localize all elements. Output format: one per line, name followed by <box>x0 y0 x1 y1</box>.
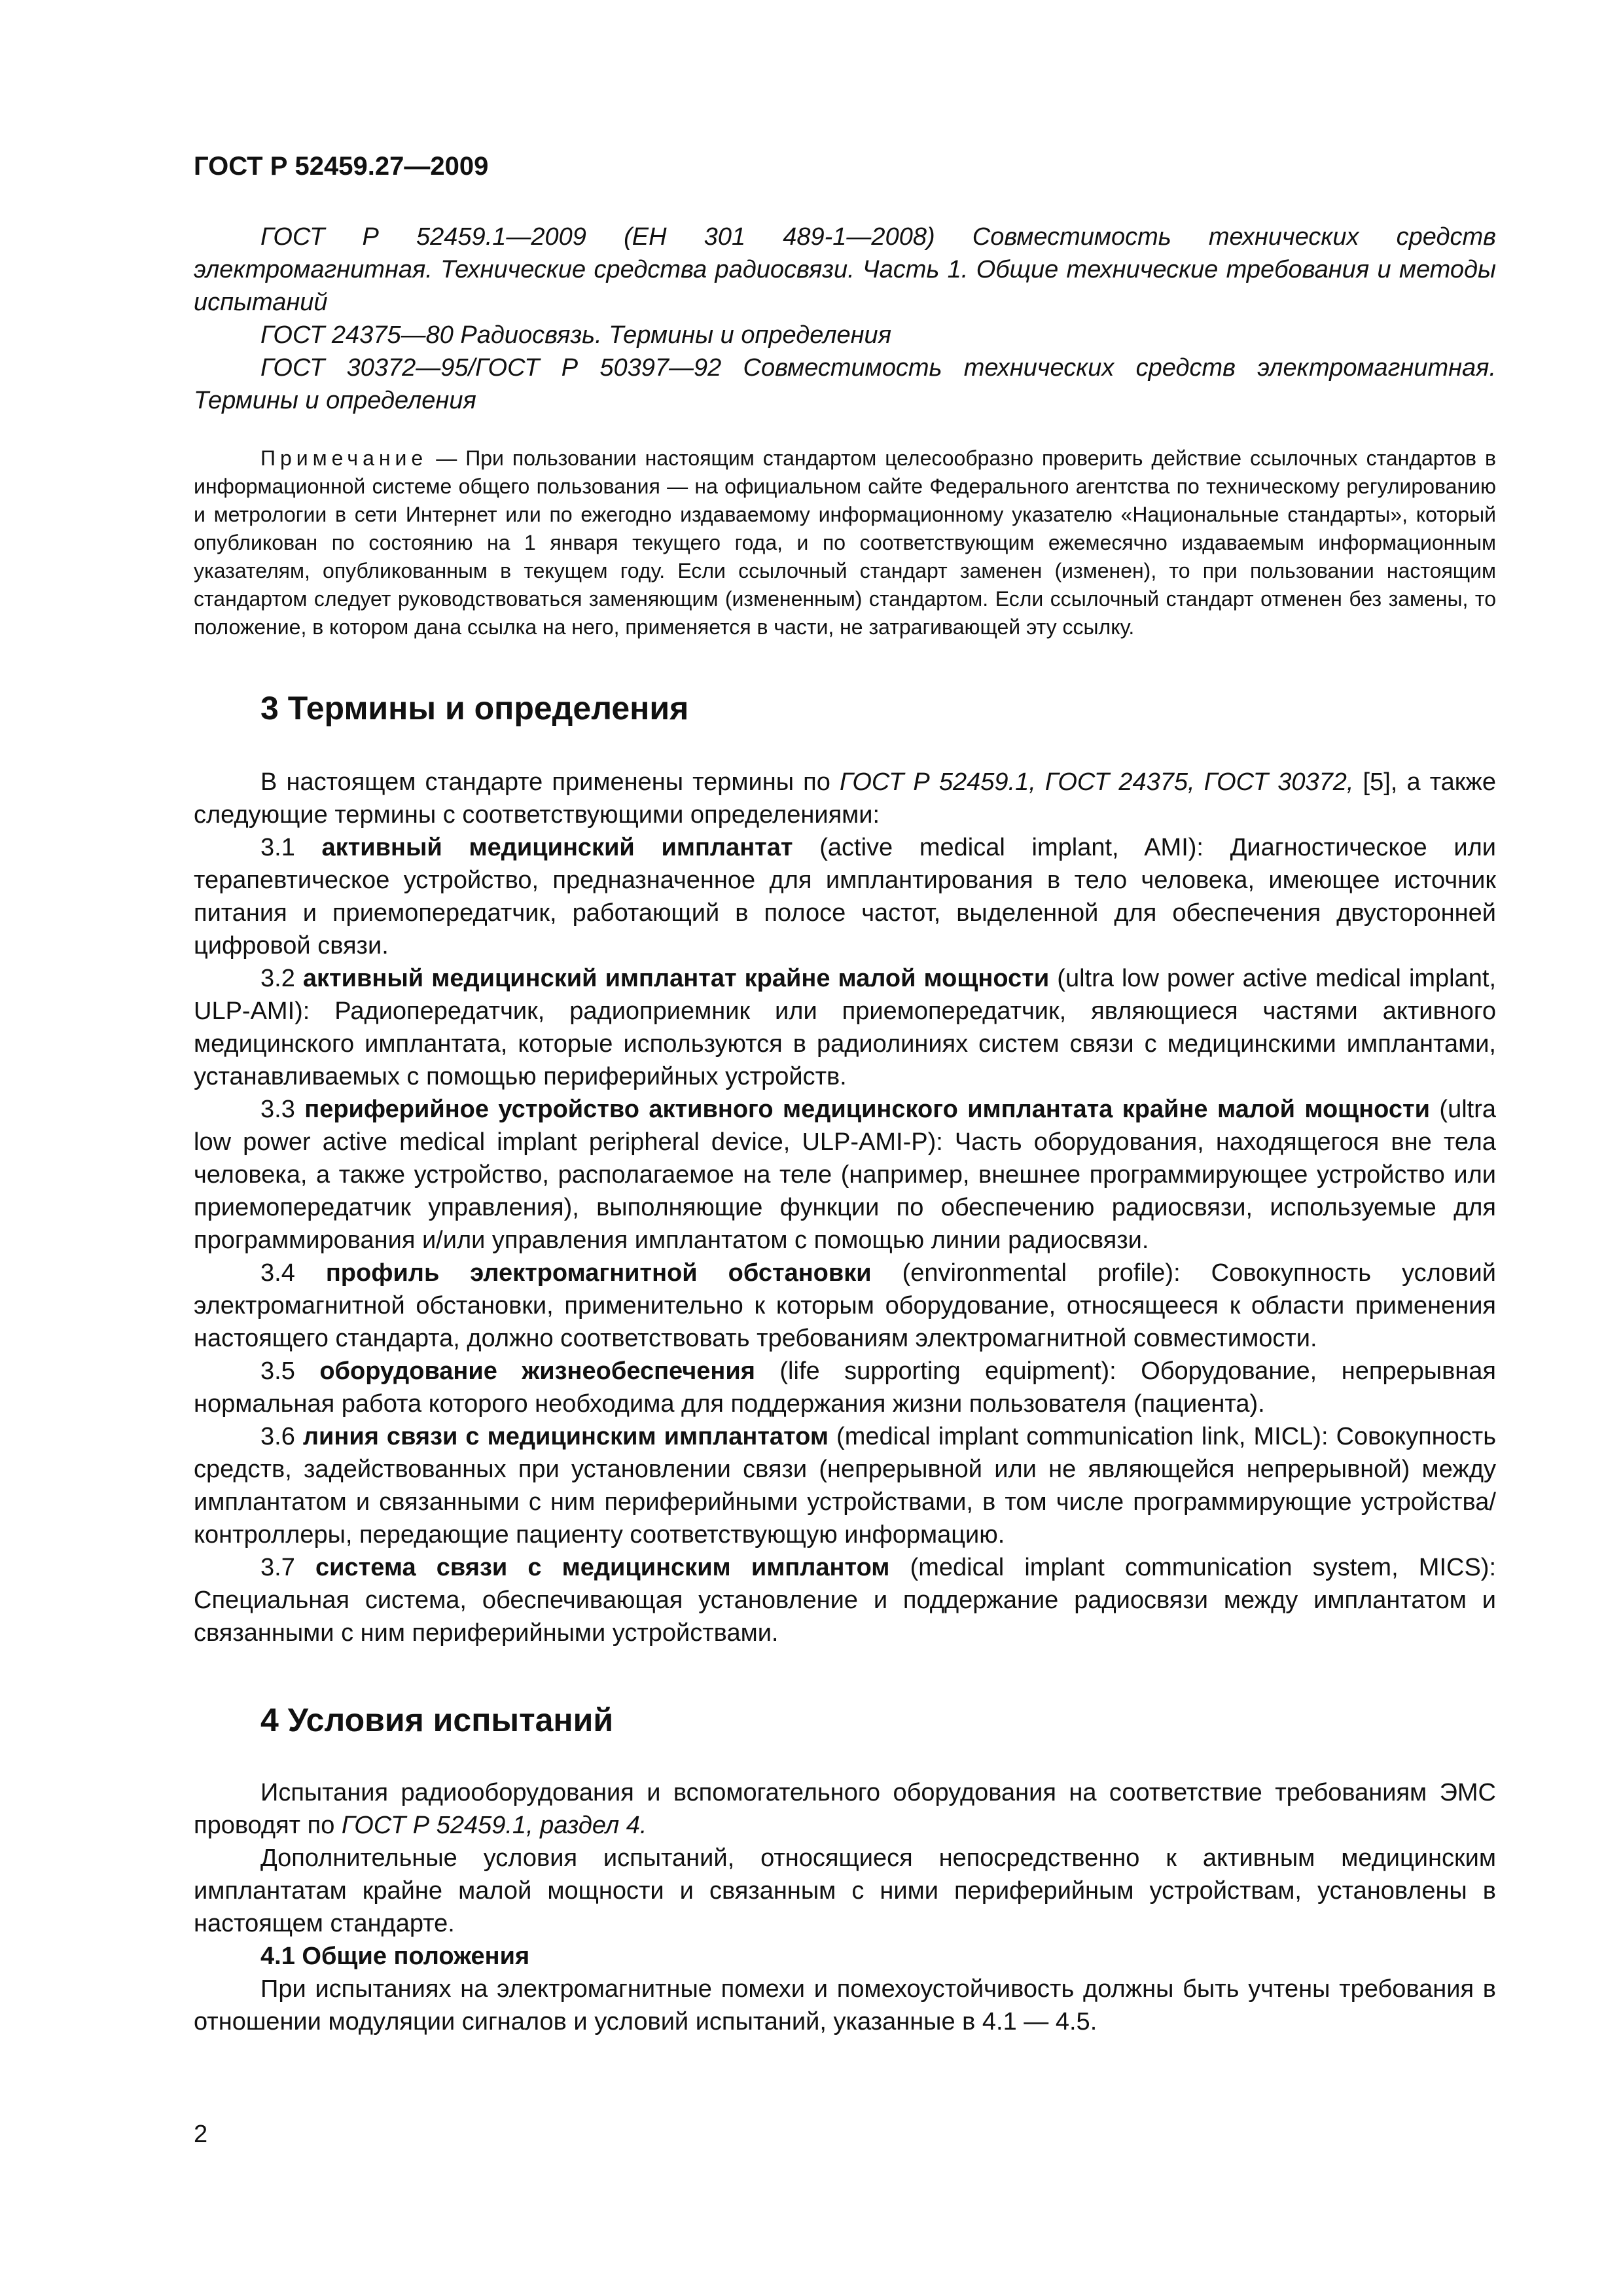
term-name: профиль электромагнитной обстановки <box>325 1259 872 1287</box>
term-3-7 <box>194 1551 1496 1649</box>
term-definition: (life supporting equipment): Оборудование, непрерывная нормальная работа которого необходима для поддержания жизни пользователя (пациента). <box>194 1357 1496 1418</box>
section-4-paragraph-3: При испытаниях на электромагнитные помехи и помехоустойчивость должны быть учтены требования в отношении модуляции сигналов и условий испытаний, указанные в 4.1 — 4.5. <box>194 1975 1496 2036</box>
reference-item: ГОСТ 24375—80 Радиосвязь. Термины и определения <box>260 321 891 349</box>
term-definition: (environmental profile): Совокупность условий электромагнитной обстановки, применительно к которым оборудование, относящееся к области применения настоящего стандарта, должно соответствовать требованиям электромагнитной совместимости. <box>194 1259 1496 1352</box>
page-number: 2 <box>194 2121 208 2148</box>
term-number: 3.2 <box>260 965 303 992</box>
intro-text-end: [5], а также следующие термины с соответствующими определениями: <box>194 768 1496 829</box>
term-3-3 <box>194 1093 1496 1257</box>
note-paragraph <box>194 444 1496 641</box>
term-name: линия связи с медицинским имплантатом <box>302 1423 829 1450</box>
section-4-paragraph-2: Дополнительные условия испытаний, относящиеся непосредственно к активным медицинским имплантатам крайне малой мощности и связанным с ними периферийным устройствам, установлены в настоящем стандарте. <box>194 1844 1496 1937</box>
reference-item: ГОСТ Р 52459.1—2009 (ЕН 301 489-1—2008) Совместимость технических средств электромагнитная. Технические средства радиосвязи. Часть 1. Общие технические требования и методы испытаний <box>194 223 1496 316</box>
document-header: ГОСТ Р 52459.27—2009 <box>194 152 489 181</box>
subsection-4-1-title: 4.1 Общие положения <box>260 1943 530 1970</box>
term-name: периферийное устройство активного медицинского имплантата крайне малой мощности <box>304 1096 1430 1123</box>
term-number: 3.5 <box>260 1357 320 1385</box>
term-3-4 <box>194 1257 1496 1355</box>
section-3-title: 3 Термины и определения <box>260 690 689 726</box>
term-name: оборудование жизнеобеспечения <box>319 1357 755 1385</box>
term-3-2 <box>194 962 1496 1093</box>
term-definition: (medical implant communication link, MICL): Совокупность средств, задействованных при установлении связи (непрерывной или не являющейся непрерывной) между имплантатом и связанными с ним периферийными устройствами, в том числе программирующие устройства/контроллеры, передающие пациенту соответствующую информацию. <box>194 1423 1496 1549</box>
term-number: 3.7 <box>260 1554 315 1581</box>
term-number: 3.3 <box>260 1096 305 1123</box>
term-name: активный медицинский имплантат крайне малой мощности <box>302 965 1050 992</box>
paragraph-reference: ГОСТ Р 52459.1, раздел 4. <box>341 1812 647 1839</box>
reference-item: ГОСТ 30372—95/ГОСТ Р 50397—92 Совместимость технических средств электромагнитная. Термины и определения <box>194 354 1496 414</box>
paragraph-text: Испытания радиооборудования и вспомогательного оборудования на соответствие требованиям ЭМС проводят по <box>194 1779 1496 1839</box>
term-number: 3.4 <box>260 1259 326 1287</box>
normative-references <box>194 221 1496 417</box>
intro-text: В настоящем стандарте применены термины по <box>260 768 840 796</box>
term-3-6 <box>194 1420 1496 1551</box>
term-definition: (active medical implant, AMI): Диагностическое или терапевтическое устройство, предназначенное для имплантирования в тело человека, имеющее источник питания и приемопередатчик, работающий в полосе частот, выделенной для обеспечения двусторонней цифровой связи. <box>194 834 1496 960</box>
term-3-1 <box>194 831 1496 962</box>
term-3-5 <box>194 1355 1496 1420</box>
section-4-title: 4 Условия испытаний <box>260 1702 614 1738</box>
section-4-paragraph-1 <box>194 1776 1496 1842</box>
intro-references: ГОСТ Р 52459.1, ГОСТ 24375, ГОСТ 30372, <box>839 768 1354 796</box>
term-number: 3.6 <box>260 1423 303 1450</box>
term-definition: (medical implant communication system, MICS): Специальная система, обеспечивающая установление и поддержание радиосвязи между имплантатом и связанными с ним периферийными устройствами. <box>194 1554 1496 1647</box>
page-content <box>194 152 1496 2038</box>
section-3-intro <box>194 766 1496 831</box>
term-definition: (ultra low power active medical implant, ULP-AMI): Радиопередатчик, радиоприемник или приемопередатчик, являющиеся частями активного медицинского имплантата, которые используются в радиолиниях систем связи с медицинскими имплантами, устанавливаемых с помощью периферийных устройств. <box>194 965 1497 1090</box>
term-number: 3.1 <box>260 834 322 861</box>
note-label: Примечание <box>260 446 428 470</box>
term-name: активный медицинский имплантат <box>321 834 793 861</box>
term-name: система связи с медицинским имплантом <box>315 1554 890 1581</box>
term-definition: (ultra low power active medical implant peripheral device, ULP-AMI-P): Часть оборудования, находящегося вне тела человека, а также устройство, располагаемое на теле (например, внешнее программирующее устройство или приемопередатчик управления), выполняющие функции по обеспечению радиосвязи, используемые для программирования и/или управления имплантатом с помощью линии радиосвязи. <box>194 1096 1496 1254</box>
note-text: — При пользовании настоящим стандартом целесообразно проверить действие ссылочных стандартов в информационной системе общего пользования — на официальном сайте Федерального агентства по техническому регулированию и метрологии в сети Интернет или по ежегодно издаваемому информационному указателю «Национальные стандарты», который опубликован по состоянию на 1 января текущего года, и по соответствующим ежемесячно издаваемым информационным указателям, опубликованным в текущем году. Если ссылочный стандарт заменен (изменен), то при пользовании настоящим стандартом следует руководствоваться заменяющим (измененным) стандартом. Если ссылочный стандарт отменен без замены, то положение, в котором дана ссылка на него, применяется в части, не затрагивающей эту ссылку. <box>194 446 1496 639</box>
